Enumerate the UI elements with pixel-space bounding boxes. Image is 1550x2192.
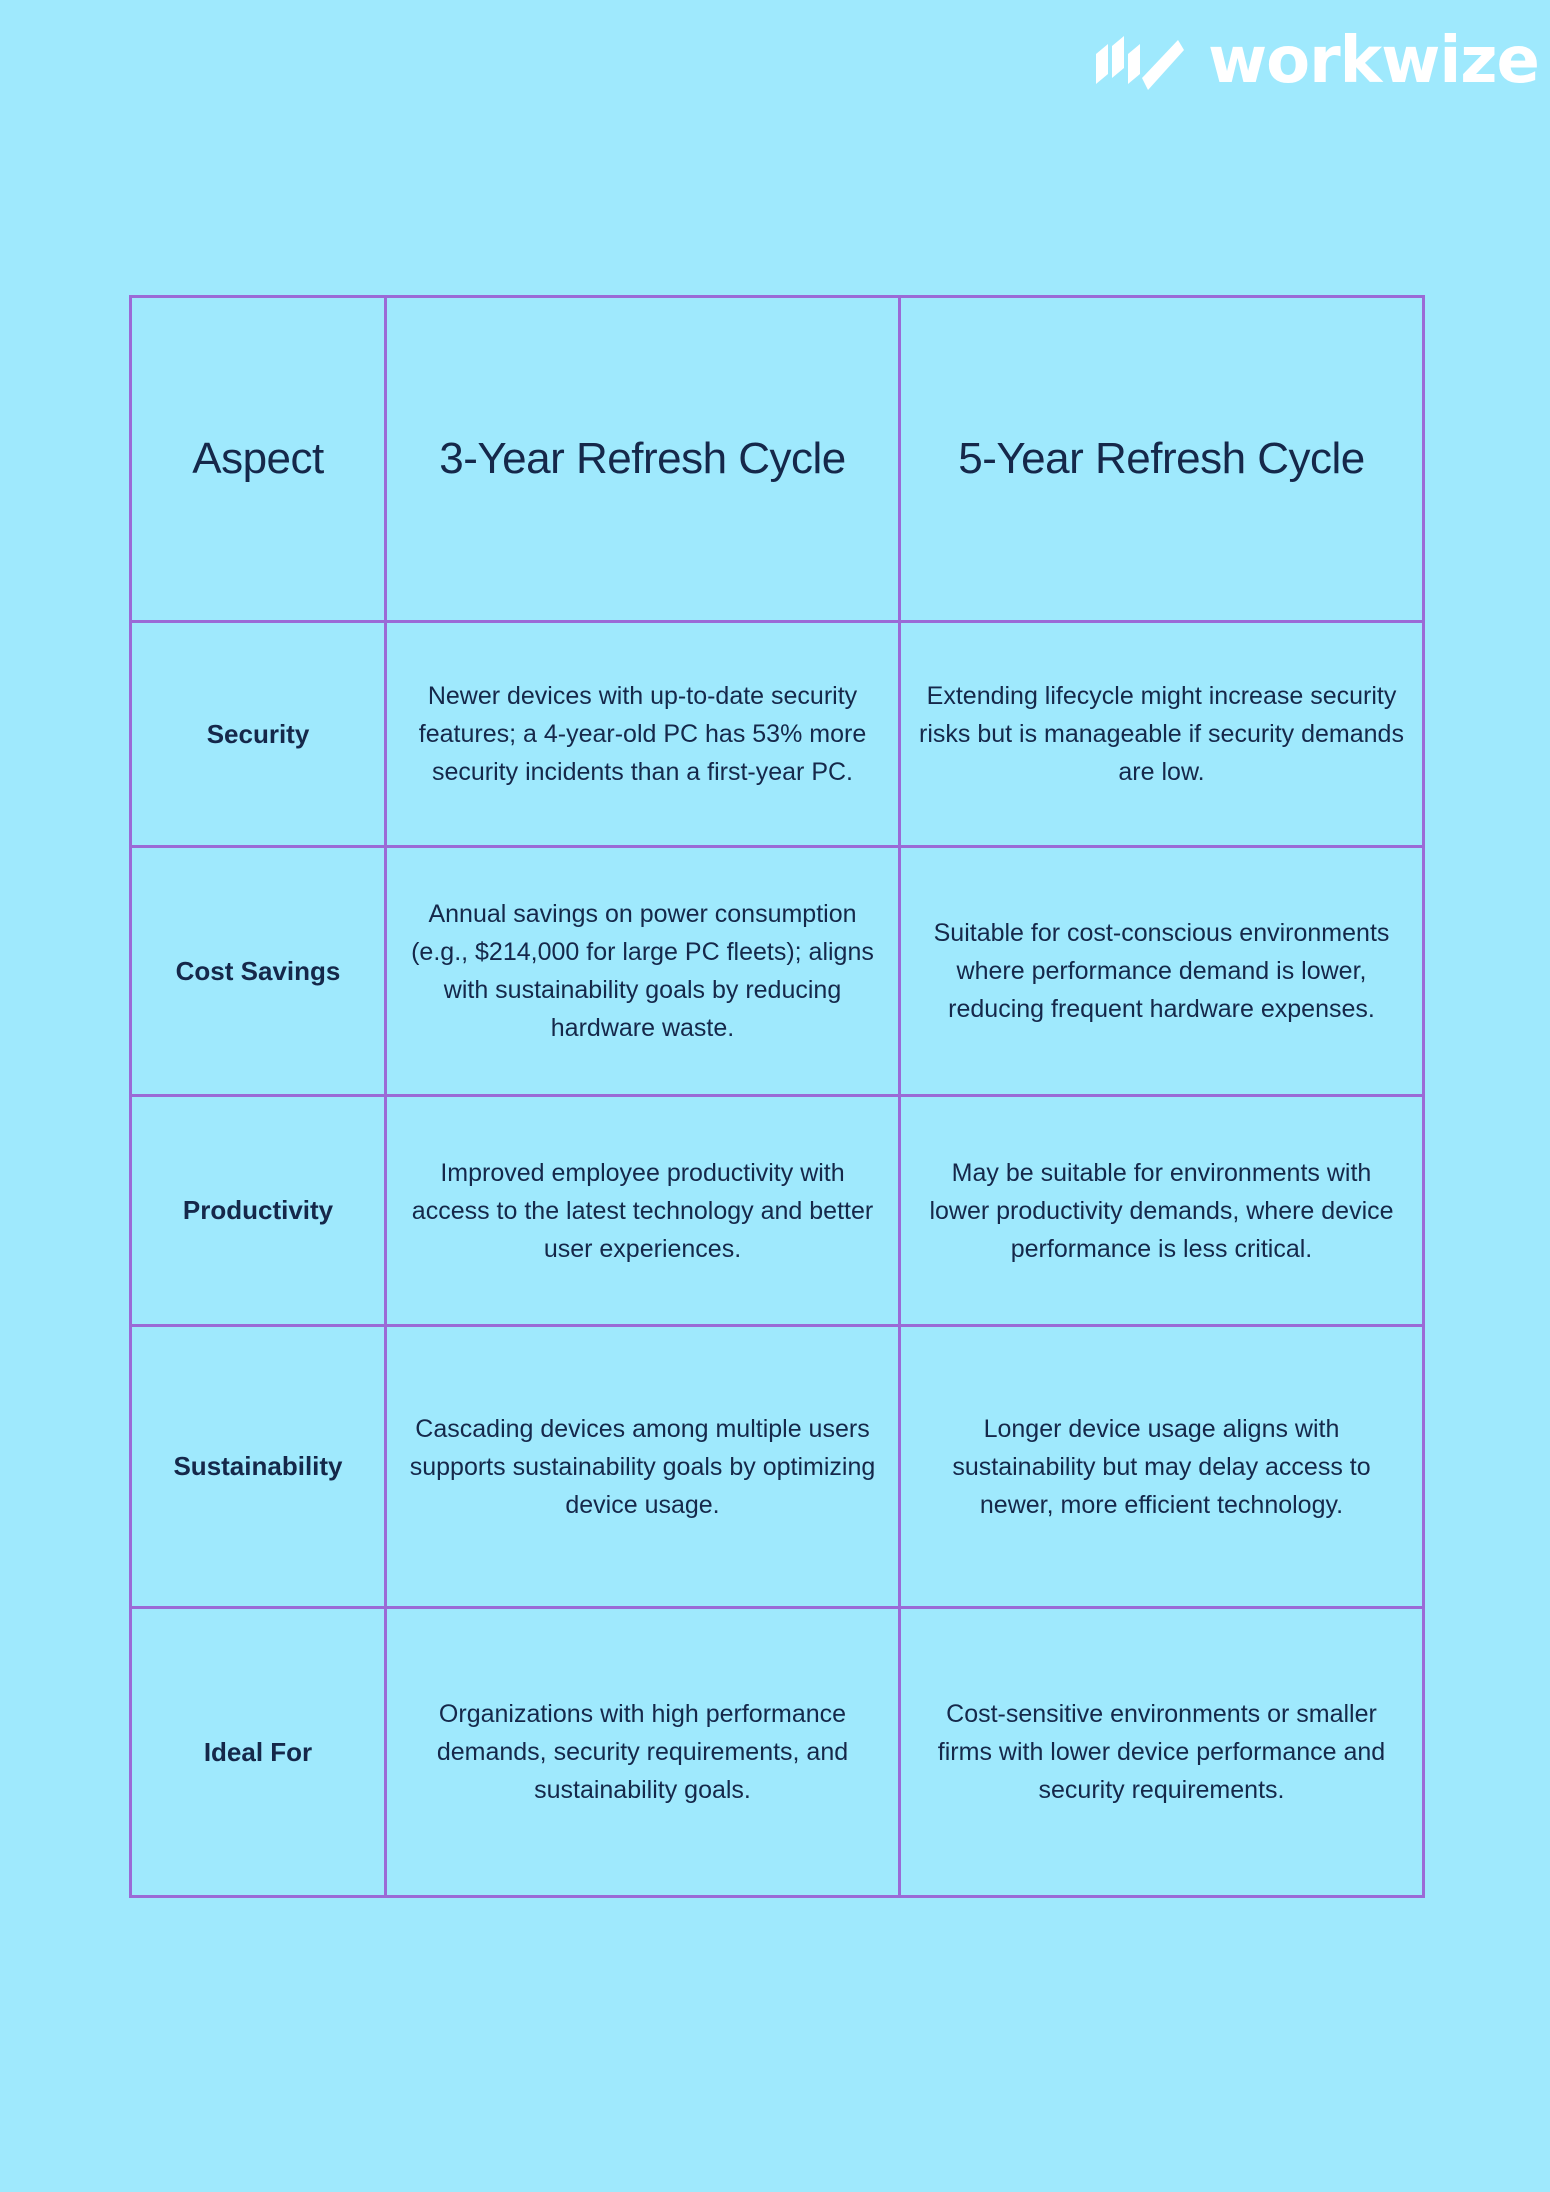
five-year-cell: May be suitable for environments with lower productivity demands, where device performance is less critical.: [900, 1096, 1424, 1326]
table-row: [131, 1096, 1424, 1326]
three-year-cell: Cascading devices among multiple users supports sustainability goals by optimizing device usage.: [386, 1326, 900, 1608]
aspect-cell: Sustainability: [131, 1326, 386, 1608]
brand-name: workwize: [1208, 24, 1539, 98]
workwize-logo: [1094, 24, 1539, 100]
five-year-cell: Extending lifecycle might increase security risks but is manageable if security demands are low.: [900, 622, 1424, 847]
three-year-cell: Newer devices with up-to-date security features; a 4-year-old PC has 53% more security incidents than a first-year PC.: [386, 622, 900, 847]
refresh-cycle-comparison-table: [129, 295, 1425, 1898]
workwize-zigzag-mark-icon: [1094, 28, 1190, 100]
three-year-cell: Improved employee productivity with access to the latest technology and better user experiences.: [386, 1096, 900, 1326]
table-row: [131, 622, 1424, 847]
aspect-cell: Productivity: [131, 1096, 386, 1326]
aspect-cell: Security: [131, 622, 386, 847]
table-row: [131, 1608, 1424, 1897]
three-year-cell: Organizations with high performance demands, security requirements, and sustainability goals.: [386, 1608, 900, 1897]
five-year-cell: Suitable for cost-conscious environments where performance demand is lower, reducing frequent hardware expenses.: [900, 847, 1424, 1096]
aspect-cell: Cost Savings: [131, 847, 386, 1096]
five-year-cell: Cost-sensitive environments or smaller firms with lower device performance and security requirements.: [900, 1608, 1424, 1897]
table-header-row: [131, 297, 1424, 622]
table-row: [131, 1326, 1424, 1608]
five-year-cell: Longer device usage aligns with sustainability but may delay access to newer, more efficient technology.: [900, 1326, 1424, 1608]
header-aspect: Aspect: [131, 297, 386, 622]
header-5-year-refresh-cycle: 5-Year Refresh Cycle: [900, 297, 1424, 622]
three-year-cell: Annual savings on power consumption (e.g., $214,000 for large PC fleets); aligns with sustainability goals by reducing hardware waste.: [386, 847, 900, 1096]
aspect-cell: Ideal For: [131, 1608, 386, 1897]
table-row: [131, 847, 1424, 1096]
header-3-year-refresh-cycle: 3-Year Refresh Cycle: [386, 297, 900, 622]
